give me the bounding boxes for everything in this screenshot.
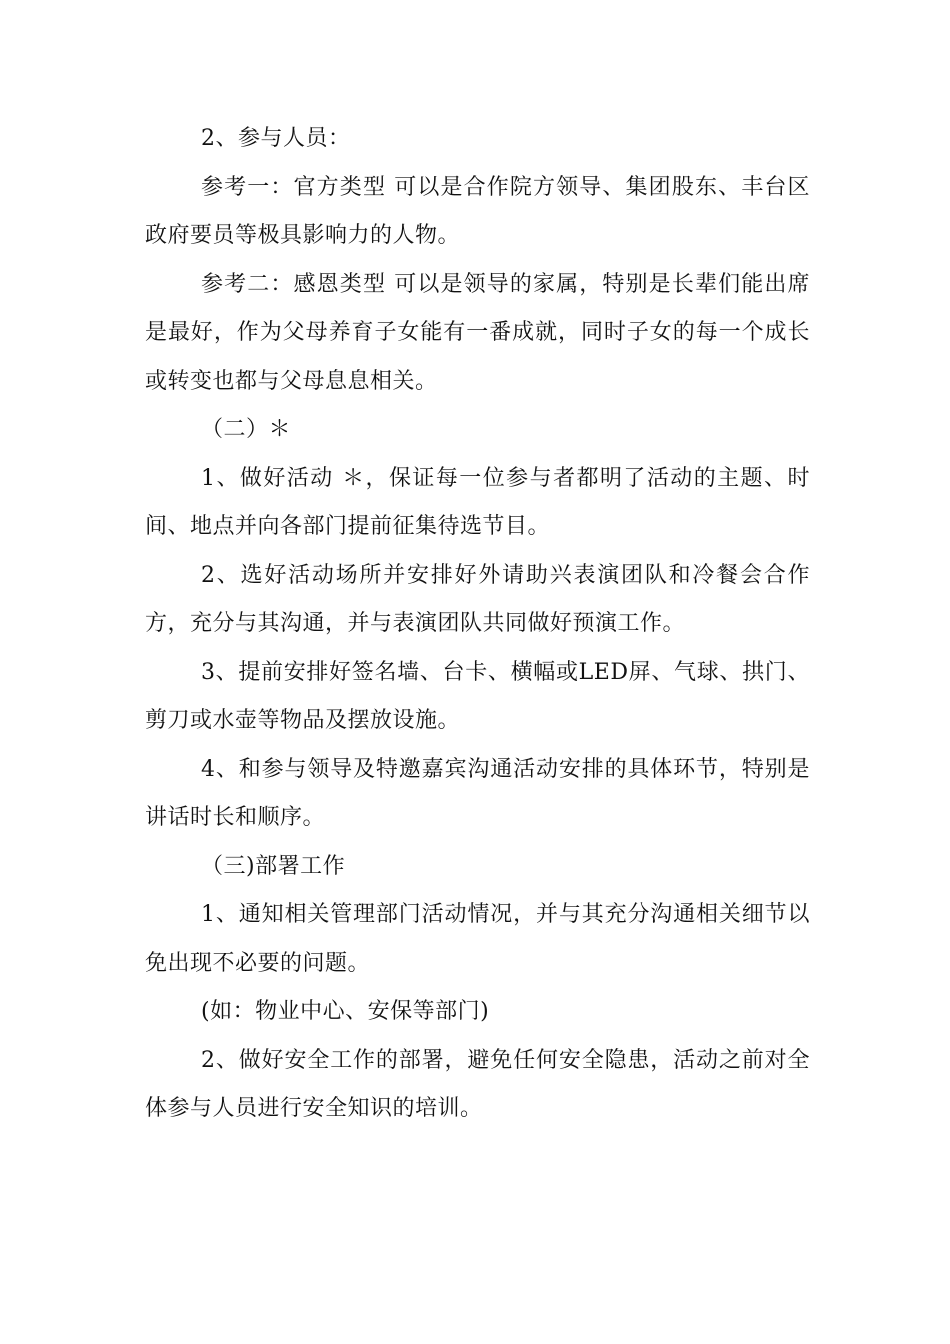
paragraph-deploy-note: (如：物业中心、安保等部门) [201,999,490,1024]
paragraph-item-3: 3、提前安排好签名墙、台卡、横幅或LED屏、气球、拱门、剪刀或水壶等物品及摆放设施。 [145,659,810,733]
section-heading-two: （二）＊ [201,417,292,442]
paragraph-item-2: 2、选好活动场所并安排好外请助兴表演团队和冷餐会合作方，充分与其沟通，并与表演团队共同做好预演工作。 [145,562,810,636]
paragraph-item-1: 1、做好活动 ＊，保证每一位参与者都明了活动的主题、时间、地点并向各部门提前征集待选节目。 [145,465,810,539]
paragraph-deploy-2: 2、做好安全工作的部署，避免任何安全隐患，活动之前对全体参与人员进行安全知识的培训。 [145,1047,810,1121]
section-heading-three: （三)部署工作 [201,853,346,879]
document-body [145,115,810,1134]
paragraph-reference-two: 参考二：感恩类型 可以是领导的家属，特别是长辈们能出席是最好，作为父母养育子女能有一番成就，同时子女的每一个成长或转变也都与父母息息相关。 [145,271,810,394]
paragraph-reference-one: 参考一：官方类型 可以是合作院方领导、集团股东、丰台区政府要员等极具影响力的人物。 [145,174,810,248]
paragraph-item-4: 4、和参与领导及特邀嘉宾沟通活动安排的具体环节，特别是讲话时长和顺序。 [145,756,810,830]
paragraph-deploy-1: 1、通知相关管理部门活动情况，并与其充分沟通相关细节以免出现不必要的问题。 [145,902,810,976]
paragraph-participants-heading: 2、参与人员： [201,126,351,151]
